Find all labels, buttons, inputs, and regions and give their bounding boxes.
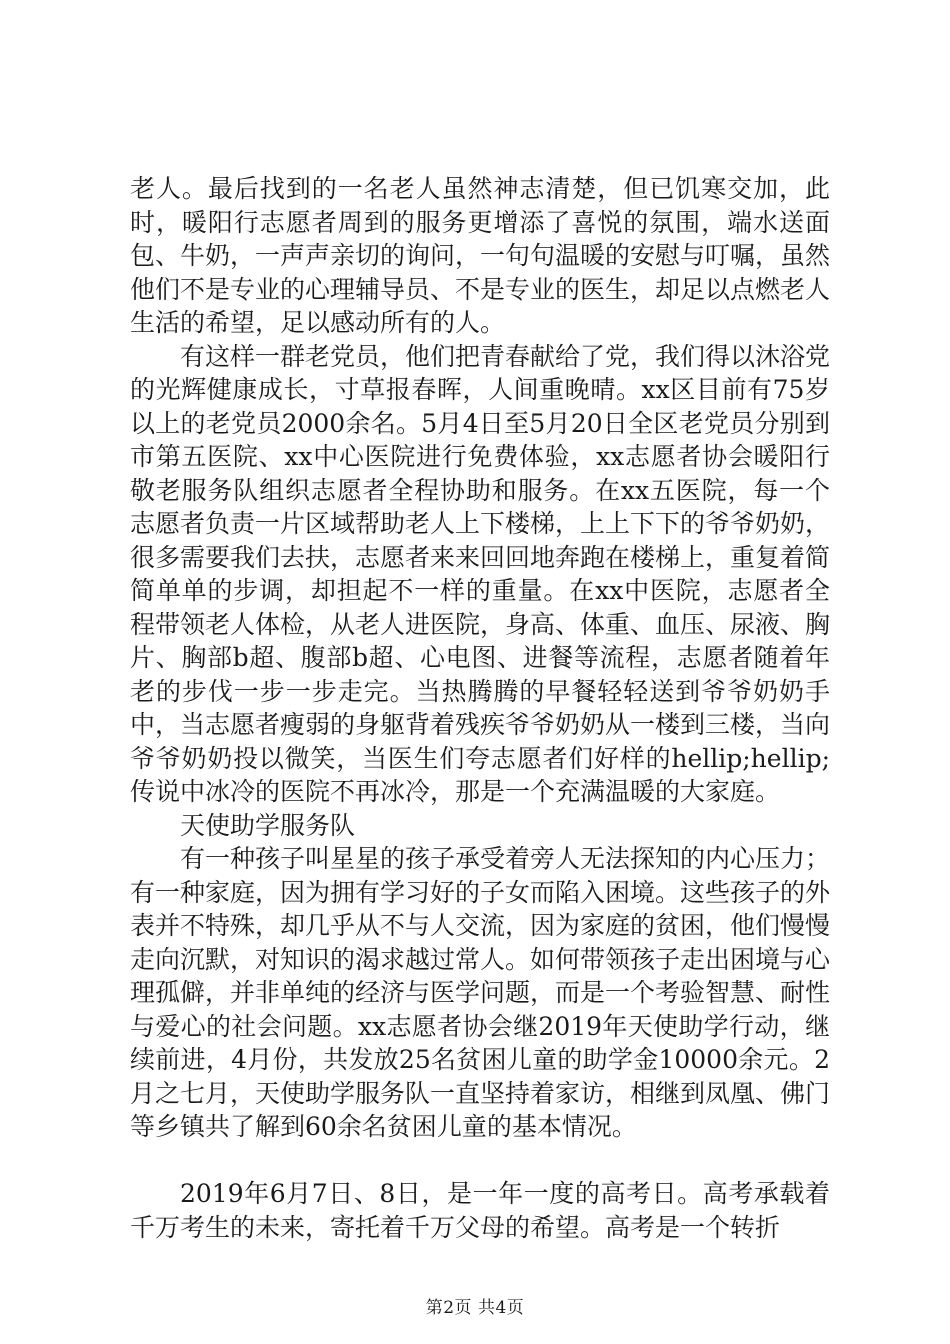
paragraph-elderly-party-members: 有这样一群老党员，他们把青春献给了党，我们得以沐浴党的光辉健康成长，寸草报春晖，人间重晚晴。xx区目前有75岁以上的老党员2000余名。5月4日至5月20日全区老党员分别到市第五医院、xx中心医院进行免费体验，xx志愿者协会暖阳行敬老服务队组织志愿者全程协助和服务。在xx五医院，每一个志愿者负责一片区域帮助老人上下楼梯，上上下下的爷爷奶奶，很多需要我们去扶，志愿者来来回回地奔跑在楼梯上，重复着简简单单的步调，却担起不一样的重量。在xx中医院，志愿者全程带领老人体检，从老人进医院，身高、体重、血压、尿液、胸片、胸部b超、腹部b超、心电图、进餐等流程，志愿者随着年老的步伐一步一步走完。当热腾腾的早餐轻轻送到爷爷奶奶手中，当志愿者瘦弱的身躯背着残疾爷爷奶奶从一楼到三楼，当向爷爷奶奶投以微笑，当医生们夸志愿者们好样的hellip;hellip;传说中冰冷的医院不再冰冷，那是一个充满温暖的大家庭。 (130, 341, 831, 806)
paragraph-star-children: 有一种孩子叫星星的孩子承受着旁人无法探知的内心压力；有一种家庭，因为拥有学习好的子女而陷入困境。这些孩子的外表并不特殊，却几乎从不与人交流，因为家庭的贫困，他们慢慢走向沉默，对知识的渴求越过常人。如何带领孩子走出困境与心理孤僻，并非单纯的经济与医学问题，而是一个考验智慧、耐性与爱心的社会问题。xx志愿者协会继2019年天使助学行动，继续前进，4月份，共发放25名贫困儿童的助学金10000余元。2月之七月，天使助学服务队一直坚持着家访，相继到凤凰、佛门等乡镇共了解到60余名贫困儿童的基本情况。 (130, 844, 831, 1141)
paragraph-spacer (130, 1144, 830, 1178)
section-heading-angel-tutoring: 天使助学服务队 (180, 810, 356, 840)
paragraph-elderly-rescue: 老人。最后找到的一名老人虽然神志清楚，但已饥寒交加，此时，暖阳行志愿者周到的服务更增添了喜悦的氛围，端水送面包、牛奶，一声声亲切的询问，一句句温暖的安慰与叮嘱，虽然他们不是专业的心理辅导员、不是专业的医生，却足以点燃老人生活的希望，足以感动所有的人。 (130, 174, 831, 337)
page-number: 第2页 共4页 (425, 1298, 525, 1318)
document-body (130, 172, 830, 1244)
paragraph-gaokao: 2019年6月7日、8日，是一年一度的高考日。高考承载着千万考生的未来，寄托着千万父母的希望。高考是一个转折 (130, 1179, 830, 1242)
